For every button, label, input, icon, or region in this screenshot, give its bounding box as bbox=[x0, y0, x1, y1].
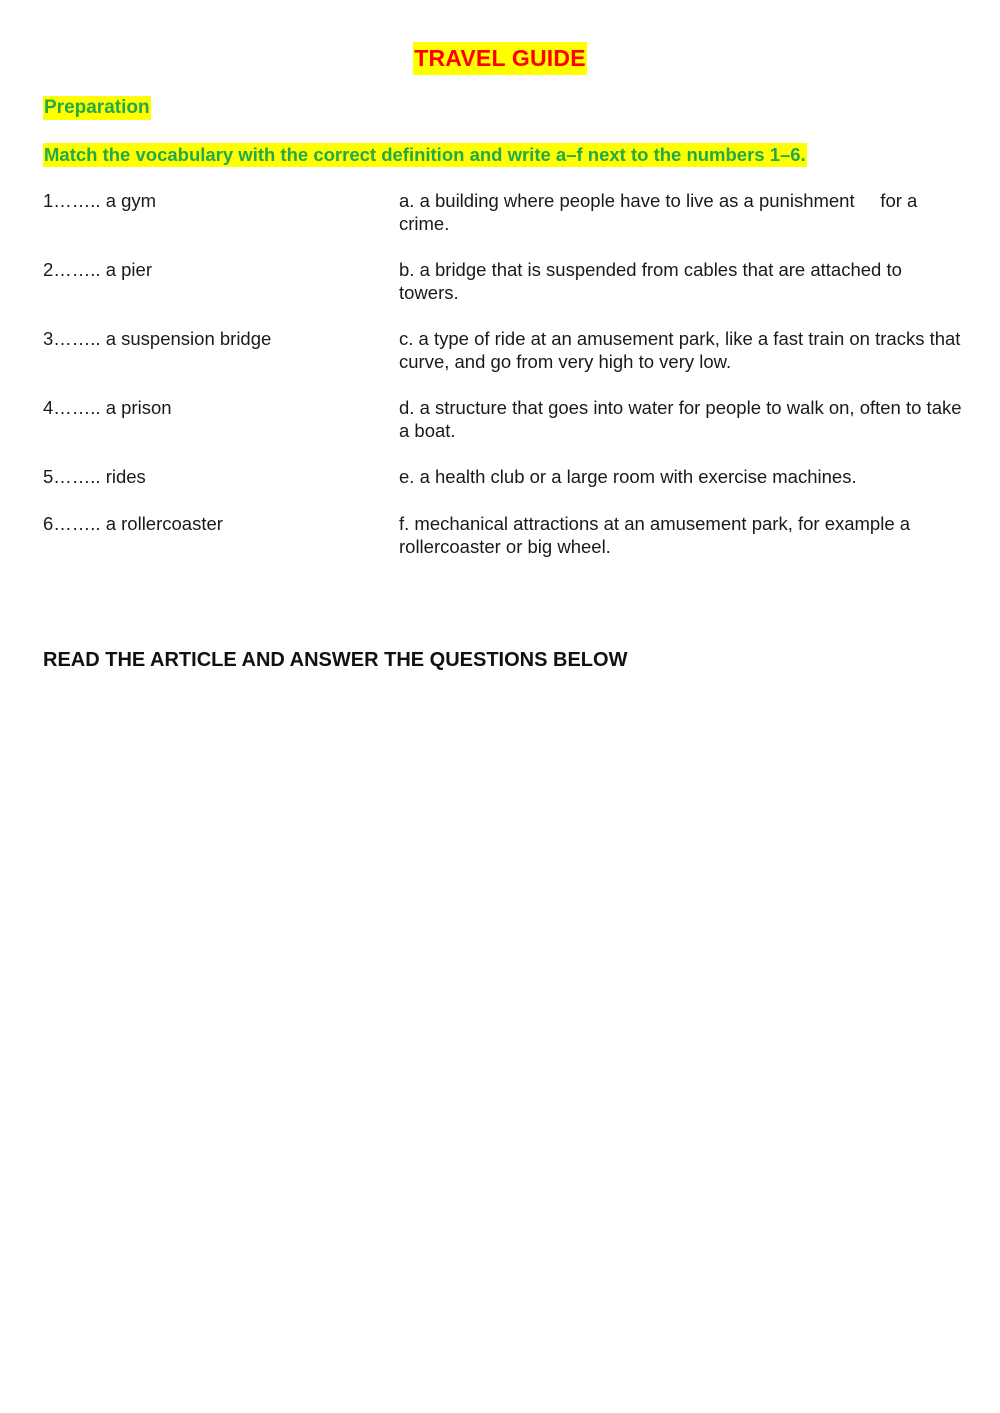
page-title: TRAVEL GUIDE bbox=[413, 42, 587, 75]
vocab-definition: d. a structure that goes into water for people to walk on, often to take a boat. bbox=[399, 397, 962, 441]
vocab-row bbox=[43, 189, 963, 258]
vocab-row bbox=[43, 396, 963, 465]
vocab-definition: a. a building where people have to live as a punishment for a crime. bbox=[399, 190, 923, 234]
section-heading-preparation: Preparation bbox=[44, 97, 150, 118]
vocab-definition: e. a health club or a large room with exercise machines. bbox=[399, 466, 857, 487]
vocab-term: 4…….. a prison bbox=[43, 397, 172, 418]
vocab-term: 6…….. a rollercoaster bbox=[43, 513, 223, 534]
instruction-text: Match the vocabulary with the correct definition and write a–f next to the numbers 1–6. bbox=[44, 144, 806, 165]
vocab-definition: b. a bridge that is suspended from cables that are attached to towers. bbox=[399, 259, 902, 303]
vocab-term: 3…….. a suspension bridge bbox=[43, 328, 272, 349]
vocab-definition: c. a type of ride at an amusement park, like a fast train on tracks that curve, and go from very high to very low. bbox=[399, 328, 961, 372]
vocab-matching-list bbox=[43, 189, 963, 581]
vocab-definition: f. mechanical attractions at an amusement park, for example a rollercoaster or big wheel. bbox=[399, 513, 911, 557]
read-article-heading: READ THE ARTICLE AND ANSWER THE QUESTIONS BELOW bbox=[43, 649, 628, 671]
vocab-term: 5…….. rides bbox=[43, 466, 146, 487]
vocab-row bbox=[43, 258, 963, 327]
vocab-term: 2…….. a pier bbox=[43, 259, 152, 280]
vocab-row bbox=[43, 512, 963, 581]
vocab-row bbox=[43, 327, 963, 396]
vocab-row bbox=[43, 465, 963, 512]
title-container bbox=[0, 42, 1000, 75]
vocab-term: 1…….. a gym bbox=[43, 190, 157, 211]
